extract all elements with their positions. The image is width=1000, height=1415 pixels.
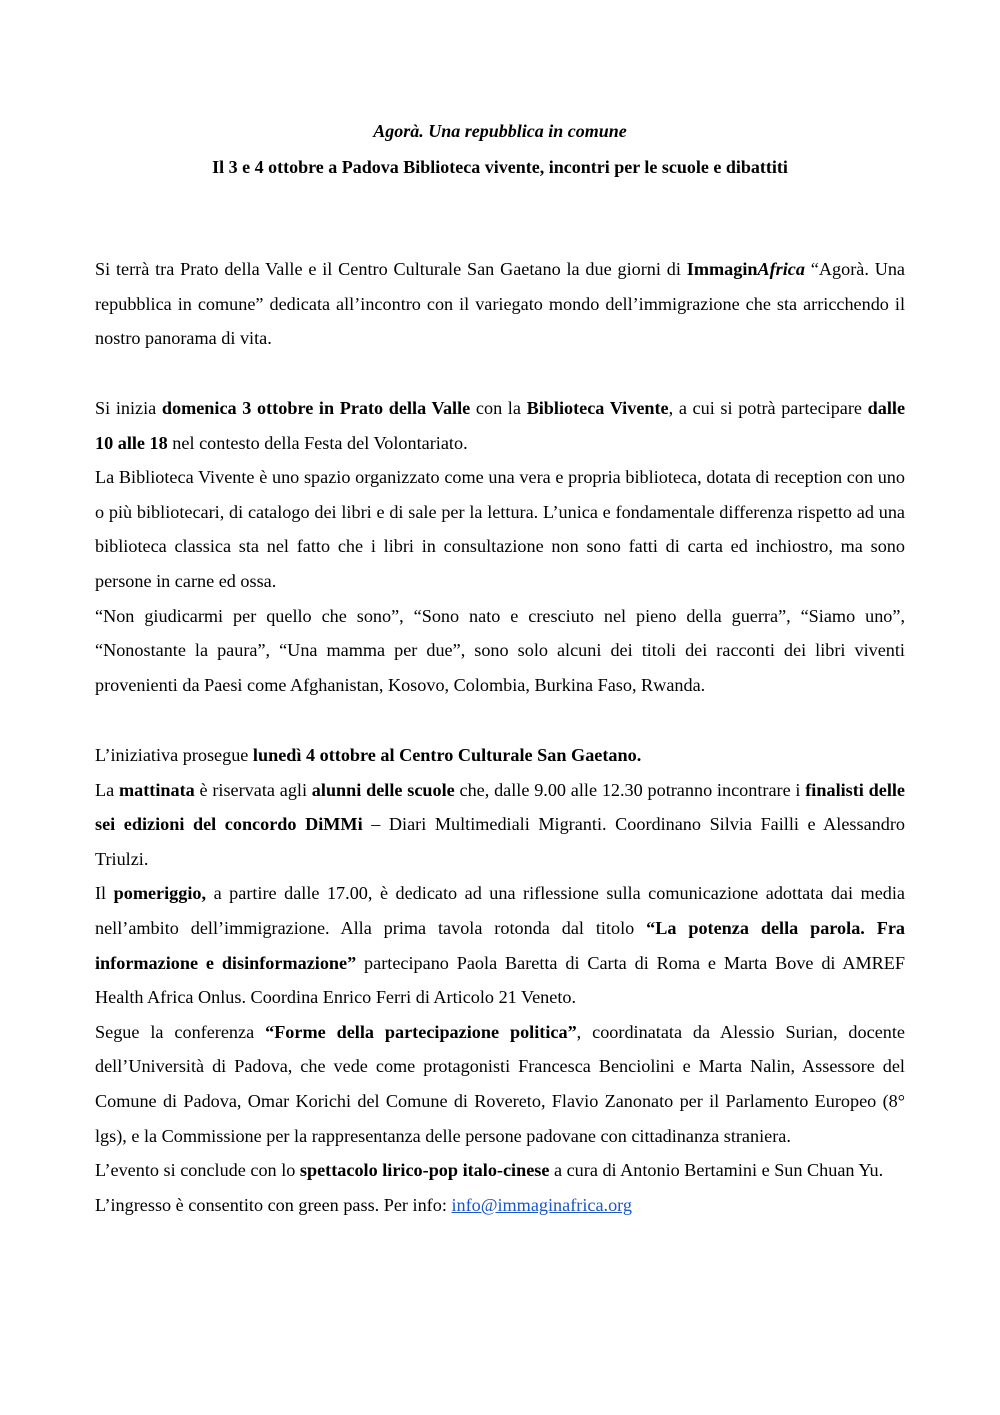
document-title: Agorà. Una repubblica in comune bbox=[373, 121, 627, 141]
document-subtitle: Il 3 e 4 ottobre a Padova Biblioteca vivente, incontri per le scuole e dibattiti bbox=[212, 157, 788, 177]
paragraph-monday: L’iniziativa prosegue lunedì 4 ottobre al Centro Culturale San Gaetano. bbox=[95, 745, 642, 765]
paragraph-afternoon: Il pomeriggio, a partire dalle 17.00, è dedicato ad una riflessione sulla comunicazione adottata dai media nell’ambito dell’immigrazione. Alla prima tavola rotonda dal titolo “La potenza della parola. Fra informazione e disinformazione” partecipano Paola Baretta di Carta di Roma e Marta Bove di AMREF Health Africa Onlus. Coordina Enrico Ferri di Articolo 21 Veneto. bbox=[95, 883, 905, 1008]
intro-section bbox=[95, 252, 905, 356]
paragraph-intro: Si terrà tra Prato della Valle e il Centro Culturale San Gaetano la due giorni di ImmaginAfrica “Agorà. Una repubblica in comune” dedicata all’incontro con il variegato mondo dell’immigrazione che sta arricchendo il nostro panorama di vita. bbox=[95, 259, 905, 349]
paragraph-book-titles: “Non giudicarmi per quello che sono”, “Sono nato e cresciuto nel pieno della guerra”, “Siamo uno”, “Nonostante la paura”, “Una mamma per due”, sono solo alcuni dei titoli dei racconti dei libri viventi provenienti da Paesi come Afghanistan, Kosovo, Colombia, Burkina Faso, Rwanda. bbox=[95, 605, 905, 695]
brand-name: ImmaginAfrica bbox=[686, 259, 805, 279]
paragraph-info: L’ingresso è consentito con green pass. Per info: info@immaginafrica.org bbox=[95, 1194, 632, 1215]
email-link[interactable]: info@immaginafrica.org bbox=[451, 1194, 632, 1215]
monday-section bbox=[95, 738, 905, 1222]
paragraph-show: L’evento si conclude con lo spettacolo lirico-pop italo-cinese a cura di Antonio Bertamini e Sun Chuan Yu. bbox=[95, 1160, 884, 1181]
paragraph-living-library: La Biblioteca Vivente è uno spazio organizzato come una vera e propria biblioteca, dotata di reception con uno o più bibliotecari, di catalogo dei libri e di sale per la lettura. L’unica e fondamentale differenza rispetto ad una biblioteca classica sta nel fatto che i libri in consultazione non sono fatti di carta ed inchiostro, ma sono persone in carne ed ossa. bbox=[95, 467, 905, 591]
paragraph-conference: Segue la conferenza “Forme della partecipazione politica”, coordinatata da Alessio Surian, docente dell’Università di Padova, che vede come protagonisti Francesca Benciolini e Marta Nalin, Assessore del Comune di Padova, Omar Korichi del Comune di Rovereto, Flavio Zanonato per il Parlamento Europeo (8° lgs), e la Commissione per la rappresentanza delle persone padovane con cittadinanza straniera. bbox=[95, 1021, 905, 1146]
sunday-section bbox=[95, 391, 905, 702]
paragraph-sunday: Si inizia domenica 3 ottobre in Prato della Valle con la Biblioteca Vivente, a cui si potrà partecipare dalle 10 alle 18 nel contesto della Festa del Volontariato. bbox=[95, 398, 906, 453]
paragraph-morning: La mattinata è riservata agli alunni delle scuole che, dalle 9.00 alle 12.30 potranno incontrare i finalisti delle sei edizioni del concordo DiMMi – Diari Multimediali Migranti. Coordinano Silvia Failli e Alessandro Triulzi. bbox=[95, 779, 905, 869]
